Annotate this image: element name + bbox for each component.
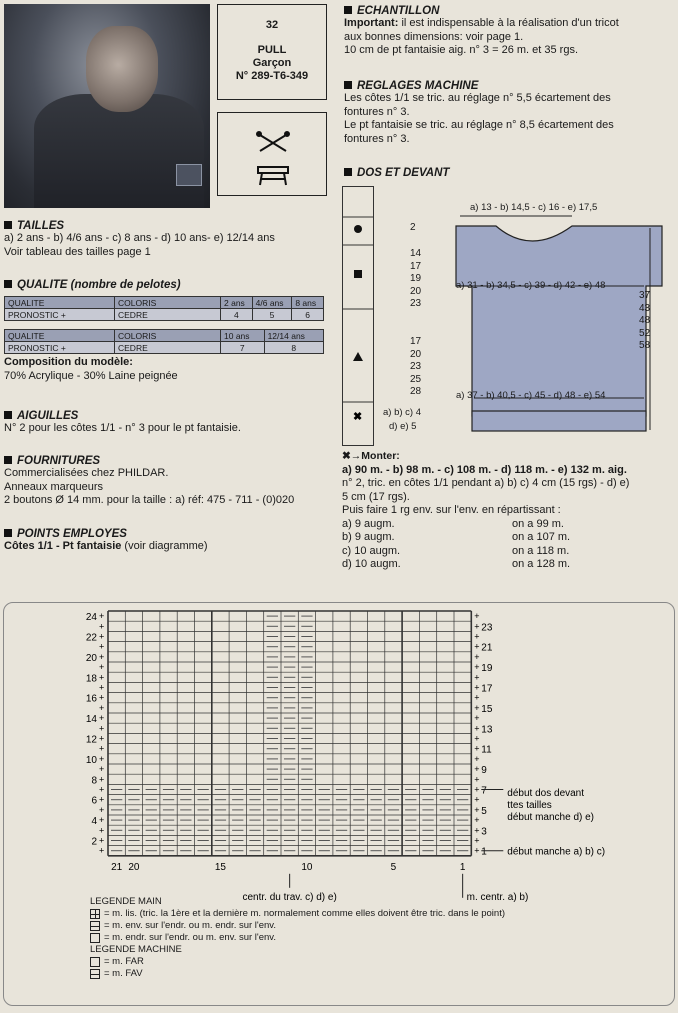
- row-marker-right: +: [474, 651, 480, 662]
- tailles-section: [4, 220, 334, 259]
- echantillon-line-3: 10 cm de pt fantaisie aig. n° 3 = 26 m. et 35 rgs.: [344, 44, 579, 56]
- row-marker-right: +: [474, 845, 480, 856]
- armhole-row: 19: [410, 273, 422, 284]
- row-marker-right: +: [474, 662, 480, 673]
- row-marker-left: +: [99, 784, 105, 795]
- monter-row-left: d) 10 augm.: [342, 558, 401, 570]
- qt2-size-2: 12/14 ans: [264, 330, 323, 342]
- fournitures-line-3: 2 boutons Ø 14 mm. pour la taille : a) réf: 475 - 711 - (0)020: [4, 494, 295, 506]
- monter-line-3: 5 cm (17 rgs).: [342, 490, 410, 503]
- monter-row-right: on a 128 m.: [512, 558, 571, 570]
- row-marker-left: +: [99, 682, 105, 693]
- row-marker-right: +: [474, 702, 480, 713]
- echantillon-important: Important:: [344, 17, 399, 29]
- height-value: 52: [639, 327, 651, 339]
- row-marker-left: +: [99, 733, 105, 744]
- echantillon-line-2: aux bonnes dimensions: voir page 1.: [344, 30, 524, 43]
- row-label-right: 21: [481, 642, 493, 654]
- composition-label: Composition du modèle:: [4, 356, 133, 368]
- size-square-icon: [354, 270, 362, 278]
- row-label-right: 11: [481, 744, 492, 756]
- reglages-heading: REGLAGES MACHINE: [344, 80, 674, 92]
- qt2-val-1: 7: [221, 342, 265, 354]
- row-marker-right: +: [474, 753, 480, 764]
- row-marker-left: +: [99, 723, 105, 734]
- row-label-left: 14: [85, 714, 97, 726]
- aiguilles-section: [4, 410, 334, 436]
- legend-machine-item: = m. FAR: [104, 956, 144, 967]
- monter-row-right: on a 107 m.: [512, 531, 571, 543]
- qt2-size-1: 10 ans: [221, 330, 265, 342]
- row-marker-right: +: [474, 815, 480, 826]
- rib-de-label: d) e) 5: [389, 421, 417, 432]
- col-label: 21: [111, 861, 123, 873]
- row-label-left: 12: [85, 734, 97, 746]
- legend-main-item: = m. endr. sur l'endr. ou m. env. sur l'env.: [104, 932, 276, 943]
- qt1-size-3: 8 ans: [292, 297, 324, 309]
- qt1-val-3: 6: [292, 309, 324, 321]
- body-rows: [410, 336, 421, 399]
- row-label-left: 18: [85, 673, 97, 685]
- photo-patch: [176, 164, 202, 186]
- monter-row-left: b) 9 augm.: [342, 531, 395, 543]
- aiguilles-heading: AIGUILLES: [4, 410, 334, 422]
- size-symbols-column: [342, 186, 374, 446]
- qt1-val-2: 5: [252, 309, 292, 321]
- monter-row-left: a) 9 augm.: [342, 517, 395, 530]
- row-label-right: 7: [481, 785, 487, 797]
- monter-row-left: c) 10 augm.: [342, 544, 401, 557]
- row-marker-left: +: [99, 845, 105, 856]
- body-row: 28: [410, 386, 422, 397]
- qt1-size-2: 4/6 ans: [252, 297, 292, 309]
- row-label-right: 3: [481, 826, 487, 838]
- qt2-val-2: 8: [264, 342, 323, 354]
- debut-dos-label-2: ttes tailles: [507, 799, 552, 811]
- qt1-name: PRONOSTIC +: [5, 309, 115, 321]
- qualite-section: [4, 279, 334, 383]
- size-circle-icon: [354, 225, 362, 233]
- row-label-left: 24: [85, 612, 97, 624]
- monter-line-4: Puis faire 1 rg env. sur l'env. en répartissant :: [342, 504, 561, 516]
- row-label-left: 20: [85, 652, 97, 664]
- row-marker-right: +: [474, 835, 480, 846]
- row-marker-left: +: [99, 692, 105, 703]
- hem-width-label: a) 37 - b) 40,5 - c) 45 - d) 48 - e) 54: [456, 390, 606, 401]
- technique-icons: [218, 113, 326, 195]
- monter-row-right: on a 99 m.: [512, 517, 564, 530]
- row-marker-left: +: [99, 713, 105, 724]
- row-marker-right: +: [474, 743, 480, 754]
- legend-far-icon: [90, 957, 100, 967]
- top-width-label: a) 13 - b) 14,5 - c) 16 - e) 17,5: [470, 202, 598, 213]
- debut-manche-de-label: début manche d) e): [507, 811, 595, 823]
- centre-trav-label: centr. du trav. c) d) e): [242, 891, 337, 903]
- height-value: 48: [639, 315, 651, 326]
- row-marker-right: +: [474, 804, 480, 815]
- row-marker-left: +: [99, 651, 105, 662]
- row-marker-right: +: [474, 672, 480, 683]
- row-marker-left: +: [99, 835, 105, 846]
- pattern-subtitle: Garçon: [252, 57, 292, 69]
- fournitures-line-1: Commercialisées chez PHILDAR.: [4, 467, 169, 479]
- row-label-left: 10: [85, 754, 97, 766]
- row-label-left: 8: [91, 775, 97, 787]
- col-label: 10: [301, 861, 313, 873]
- row-marker-right: +: [474, 682, 480, 693]
- qt2-h-qualite: QUALITE: [5, 330, 115, 342]
- debut-dos-label-1: début dos devant: [507, 787, 585, 799]
- legend-main-item: = m. env. sur l'endr. ou m. endr. sur l'env.: [104, 920, 276, 931]
- row-marker-left: +: [99, 753, 105, 764]
- col-label: 1: [459, 861, 466, 873]
- reglages-section: [344, 80, 674, 146]
- row-label-right: 19: [481, 663, 493, 675]
- row-marker-left: +: [99, 631, 105, 642]
- chest-width-label: a) 31 - b) 34,5 - c) 39 - d) 42 - e) 48: [456, 280, 606, 291]
- row-marker-right: +: [474, 611, 480, 622]
- knitting-machine-icon: [258, 167, 288, 185]
- col-label: 15: [214, 861, 227, 873]
- row-label-right: 1: [481, 846, 487, 858]
- qt1-h-qualite: QUALITE: [5, 297, 115, 309]
- legend-main-title: LEGENDE MAIN: [90, 896, 162, 907]
- points-bold: Côtes 1/1 - Pt fantaisie: [4, 540, 122, 552]
- row-marker-left: +: [99, 662, 105, 673]
- points-heading: POINTS EMPLOYES: [4, 528, 334, 540]
- height-values: [639, 290, 650, 353]
- pattern-title-box: [217, 4, 327, 100]
- row-marker-right: +: [474, 713, 480, 724]
- monter-section: [342, 450, 674, 572]
- row-marker-left: +: [99, 825, 105, 836]
- body-row: 23: [410, 361, 422, 372]
- row-marker-right: +: [474, 641, 480, 652]
- points-section: [4, 528, 334, 554]
- pattern-ref: N° 289-T6-349: [235, 70, 309, 82]
- fournitures-section: [4, 455, 334, 508]
- row-marker-left: +: [99, 672, 105, 683]
- armhole-row: 14: [410, 248, 422, 259]
- composition-text: 70% Acrylique - 30% Laine peignée: [4, 369, 178, 382]
- monter-increase-table: [342, 518, 674, 572]
- qt2-coloris: CEDRE: [115, 342, 221, 354]
- qualite-heading: QUALITE (nombre de pelotes): [4, 279, 334, 291]
- qualite-table-1: [4, 296, 324, 321]
- reglages-line-4: fontures n° 3.: [344, 132, 410, 145]
- model-photo: [4, 4, 210, 208]
- row-label-left: 16: [85, 693, 97, 705]
- size-cross-icon: ✖: [353, 411, 363, 423]
- aiguilles-text: N° 2 pour les côtes 1/1 - n° 3 pour le pt fantaisie.: [4, 422, 241, 434]
- monter-row-right: on a 118 m.: [512, 544, 570, 557]
- row-marker-right: +: [474, 784, 480, 795]
- monter-line-2: n° 2, tric. en côtes 1/1 pendant a) b) c) 4 cm (15 rgs) - d) e): [342, 477, 630, 489]
- garment-rib: [472, 411, 646, 431]
- m-centre-label: m. centr. a) b): [466, 891, 529, 903]
- row-marker-left: +: [99, 774, 105, 785]
- garment-shape: [456, 226, 662, 416]
- row-marker-left: +: [99, 764, 105, 775]
- crossed-needles-icon: [257, 132, 289, 151]
- legend-main-item: = m. lis. (tric. la 1ère et la dernière m. normalement comme elles doivent être tric. dans le point): [104, 908, 506, 919]
- col-label: 5: [390, 861, 397, 873]
- row-marker-left: +: [99, 804, 105, 815]
- col-label: 20: [128, 861, 140, 873]
- body-row: 25: [410, 373, 422, 385]
- row-label-right: 13: [481, 724, 493, 736]
- dos-heading: DOS ET DEVANT: [344, 167, 449, 179]
- size-triangle-icon: [353, 352, 363, 361]
- row-label-right: 5: [481, 805, 487, 817]
- row-marker-left: +: [99, 702, 105, 713]
- legend: [90, 896, 650, 980]
- row-marker-right: +: [474, 774, 480, 785]
- reglages-line-3: Le pt fantaisie se tric. au réglage n° 8,5 écartement des: [344, 119, 614, 131]
- monter-label: ✖→Monter:: [342, 450, 400, 462]
- tailles-note: Voir tableau des tailles page 1: [4, 245, 151, 258]
- qt1-val-1: 4: [221, 309, 253, 321]
- pattern-title: PULL: [257, 44, 287, 56]
- body-row: 20: [410, 348, 422, 360]
- row-marker-right: +: [474, 723, 480, 734]
- armhole-row: 23: [410, 298, 422, 309]
- echantillon-line-1: il est indispensable à la réalisation d'un tricot: [398, 17, 619, 29]
- qt2-name: PRONOSTIC +: [5, 342, 115, 354]
- reglages-line-1: Les côtes 1/1 se tric. au réglage n° 5,5 écartement des: [344, 92, 611, 104]
- row-marker-right: +: [474, 692, 480, 703]
- row-label-right: 17: [481, 683, 493, 695]
- armhole-row: 17: [410, 260, 422, 272]
- points-rest: (voir diagramme): [121, 540, 208, 552]
- row-label-left: 2: [91, 836, 97, 848]
- legend-knit-icon: [90, 933, 100, 943]
- row-label-right: 23: [481, 622, 493, 634]
- tailles-heading: TAILLES: [4, 220, 334, 232]
- height-value: 58: [639, 340, 651, 351]
- echantillon-heading: ECHANTILLON: [344, 5, 674, 17]
- row-marker-right: +: [474, 621, 480, 632]
- row-marker-left: +: [99, 621, 105, 632]
- row-marker-left: +: [99, 641, 105, 652]
- debut-manche-abc-label: début manche a) b) c): [507, 846, 606, 858]
- legend-purl-icon: [90, 921, 100, 931]
- row-marker-right: +: [474, 794, 480, 805]
- body-row: 17: [410, 336, 422, 347]
- row-marker-left: +: [99, 743, 105, 754]
- height-value: 37: [639, 290, 651, 301]
- row-marker-left: +: [99, 815, 105, 826]
- fournitures-line-2: Anneaux marqueurs: [4, 480, 104, 493]
- qt1-coloris: CEDRE: [115, 309, 221, 321]
- row-marker-right: +: [474, 733, 480, 744]
- row-marker-left: +: [99, 611, 105, 622]
- fournitures-heading: FOURNITURES: [4, 455, 334, 467]
- monter-line-1: a) 90 m. - b) 98 m. - c) 108 m. - d) 118 m. - e) 132 m. aig.: [342, 463, 627, 476]
- legend-fav-icon: [90, 969, 100, 979]
- tailles-sizes: a) 2 ans - b) 4/6 ans - c) 8 ans - d) 10 ans- e) 12/14 ans: [4, 232, 275, 244]
- rib-abc-label: a) b) c) 4: [383, 407, 422, 418]
- row-label-left: 22: [85, 632, 97, 644]
- row-label-right: 15: [481, 703, 493, 715]
- technique-icons-box: [217, 112, 327, 196]
- legend-machine-item: = m. FAV: [104, 968, 143, 979]
- row-label-right: 9: [481, 765, 487, 777]
- photo-face: [86, 26, 158, 112]
- row-label-left: 6: [91, 795, 97, 807]
- armhole-rows: [410, 248, 421, 311]
- row-marker-right: +: [474, 825, 480, 836]
- qt2-h-coloris: COLORIS: [115, 330, 221, 342]
- row-marker-right: +: [474, 764, 480, 775]
- row-marker-left: +: [99, 794, 105, 805]
- reglages-line-2: fontures n° 3.: [344, 105, 410, 118]
- qt1-size-1: 2 ans: [221, 297, 253, 309]
- legend-selvedge-icon: [90, 909, 100, 919]
- armhole-row: 20: [410, 285, 422, 297]
- pattern-number: 32: [265, 19, 279, 31]
- height-value: 43: [639, 302, 651, 314]
- neck-label: 2: [410, 222, 416, 233]
- qt1-h-coloris: COLORIS: [115, 297, 221, 309]
- echantillon-section: [344, 5, 674, 58]
- row-label-left: 4: [91, 816, 97, 828]
- row-marker-right: +: [474, 631, 480, 642]
- qualite-table-2: [4, 329, 324, 354]
- legend-machine-title: LEGENDE MACHINE: [90, 944, 182, 955]
